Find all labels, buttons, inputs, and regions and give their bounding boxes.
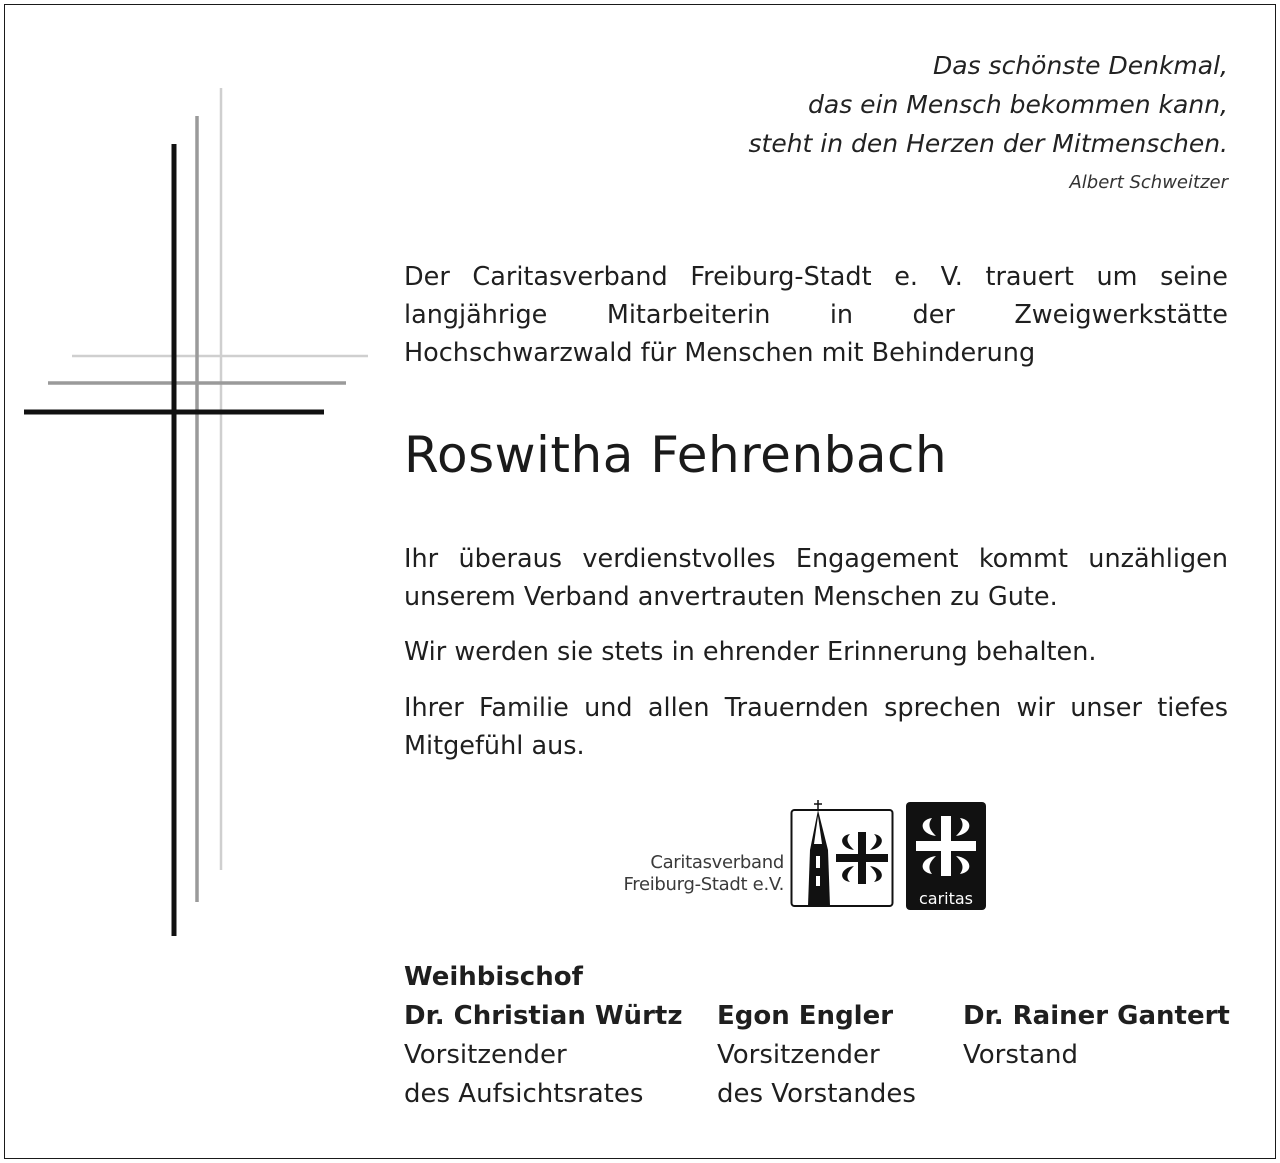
- paragraph-remembrance: [404, 633, 1228, 671]
- quote-line-2: das ein Mensch bekommen kann,: [808, 90, 1228, 119]
- signatory-role-line-1: Vorstand: [963, 1040, 1079, 1070]
- signatory-weihbischof: [404, 958, 682, 1114]
- cathedral-cross-logo-icon: [790, 800, 894, 908]
- logo-text-line-1: Caritasverband: [650, 852, 784, 873]
- quote-line-3: steht in den Herzen der Mitmenschen.: [748, 129, 1228, 158]
- signatory-title: Weihbischof: [404, 962, 583, 992]
- signatory-gantert: [963, 997, 1230, 1075]
- intro-line-3: Hochschwarzwald für Menschen mit Behinderung: [404, 338, 1036, 368]
- signatory-role-line-1: Vorsitzender: [404, 1040, 567, 1070]
- signatory-name: Dr. Christian Würtz: [404, 1001, 683, 1031]
- paragraph-engagement: [404, 540, 1228, 616]
- signatory-role-line-2: des Aufsichtsrates: [404, 1079, 644, 1109]
- caritas-badge-word: caritas: [918, 889, 974, 908]
- paragraph-condolence-line-2: Mitgefühl aus.: [404, 731, 585, 761]
- intro-line-1: Der Caritasverband Freiburg-Stadt e. V. trauert um seine: [404, 262, 1228, 292]
- paragraph-engagement-line-2: unserem Verband anvertrauten Menschen zu Gute.: [404, 582, 1058, 612]
- signatory-engler: [717, 997, 916, 1114]
- signatory-role-line-1: Vorsitzender: [717, 1040, 880, 1070]
- signatory-name: Egon Engler: [717, 1001, 894, 1031]
- cross-graphic: [0, 0, 400, 960]
- signatory-role-line-2: des Vorstandes: [717, 1079, 916, 1109]
- quote-author: Albert Schweitzer: [1069, 172, 1228, 193]
- caritas-badge: [906, 802, 986, 910]
- quote-block: [608, 46, 1228, 195]
- logo-text-line-2: Freiburg-Stadt e.V.: [623, 874, 784, 895]
- paragraph-remembrance-line: Wir werden sie stets in ehrender Erinnerung behalten.: [404, 637, 1097, 667]
- deceased-name: Roswitha Fehrenbach: [404, 426, 948, 484]
- paragraph-condolence: [404, 689, 1228, 765]
- paragraph-engagement-line-1: Ihr überaus verdienstvolles Engagement kommt unzähligen: [404, 544, 1228, 574]
- paragraph-condolence-line-1: Ihrer Familie und allen Trauernden sprechen wir unser tiefes: [404, 693, 1228, 723]
- quote-line-1: Das schönste Denkmal,: [933, 51, 1228, 80]
- intro-line-2: langjährige Mitarbeiterin in der Zweigwerkstätte: [404, 300, 1228, 330]
- logo-organization-name: [624, 852, 785, 896]
- intro-paragraph: [404, 258, 1228, 372]
- caritas-logo: [610, 786, 990, 914]
- signatory-name: Dr. Rainer Gantert: [963, 1001, 1230, 1031]
